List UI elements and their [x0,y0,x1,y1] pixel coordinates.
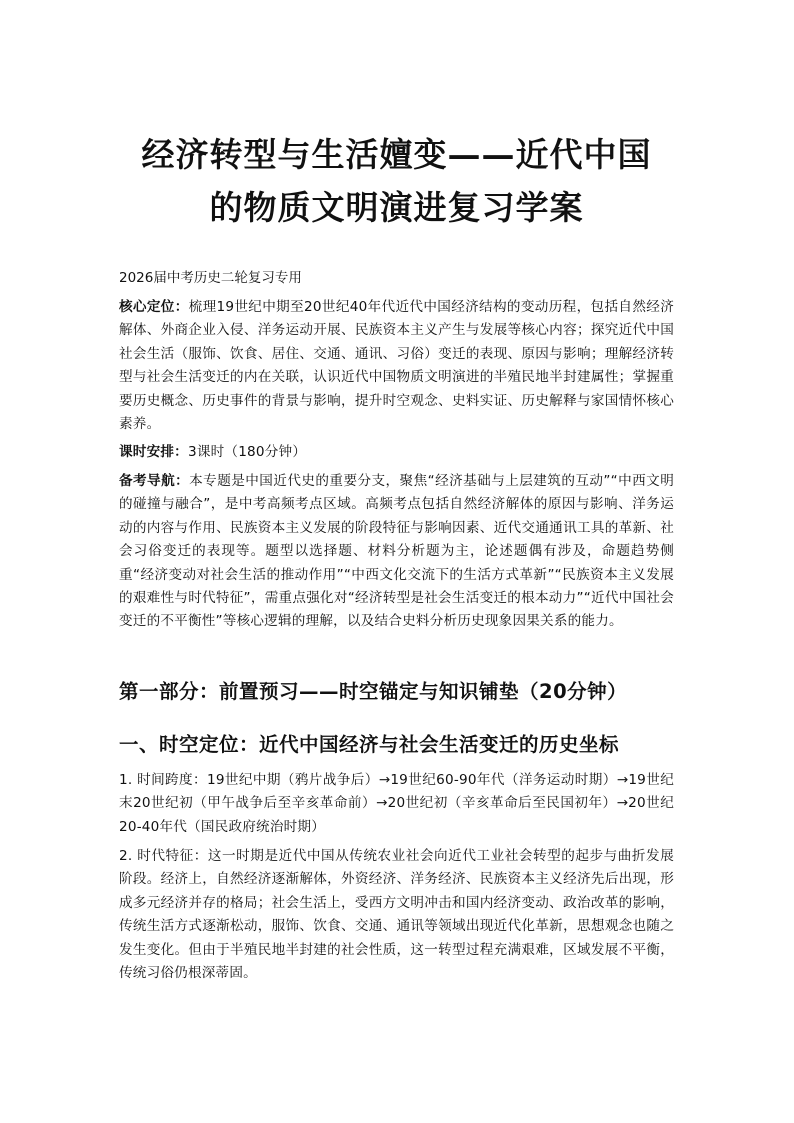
exam-guide-text: 本专题是中国近代史的重要分支，聚焦“经济基础与上层建筑的互动”“中西文明的碰撞与融合”，是中考高频考点区域。高频考点包括自然经济解体的原因与影响、洋务运动的内容与作用、民族资本主义发展的阶段特征与影响因素、近代交通通讯工具的革新、社会习俗变迁的表现等。题型以选择题、材料分析题为主，论述题偶有涉及，命题趋势侧重“经济变动对社会生活的推动作用”“中西文化交流下的生活方式革新”“民族资本主义发展的艰难性与时代特征”，需重点强化对“经济转型是社会生活变迁的根本动力”“近代中国社会变迁的不平衡性”等核心逻辑的理解，以及结合史料分析历史现象因果关系的能力。 [119,473,675,630]
exam-guide-paragraph [119,470,674,634]
schedule-text: 3课时（180分钟） [187,444,307,460]
schedule-label: 课时安排： [119,444,188,460]
time-span-item: 1. 时间跨度：19世纪中期（鸦片战争后）→19世纪60-90年代（洋务运动时期）→19世纪末20世纪初（甲午战争后至辛亥革命前）→20世纪初（辛亥革命后至民国初年）→20世纪20-40年代（国民政府统治时期） [119,772,674,835]
schedule-paragraph [119,441,674,464]
document-subtitle: 2026届中考历史二轮复习专用 [119,270,302,286]
core-positioning-paragraph [119,296,674,436]
document-title-line-1: 经济转型与生活嬗变——近代中国 [141,135,652,174]
core-positioning-label: 核心定位： [119,299,189,315]
section-one-heading: 一、时空定位：近代中国经济与社会生活变迁的历史坐标 [119,733,620,756]
exam-guide-label: 备考导航： [119,473,190,489]
document-title-line-2: 的物质文明演进复习学案 [209,188,584,227]
document-page [119,0,674,1123]
document-title [119,128,674,234]
part-one-heading: 第一部分：前置预习——时空锚定与知识铺垫（20分钟） [119,680,628,703]
core-positioning-text: 梳理19世纪中期至20世纪40年代近代中国经济结构的变动历程，包括自然经济解体、外商企业入侵、洋务运动开展、民族资本主义产生与发展等核心内容；探究近代中国社会生活（服饰、饮食、居住、交通、通讯、习俗）变迁的表现、原因与影响；理解经济转型与社会生活变迁的内在关联，认识近代中国物质文明演进的半殖民地半封建属性；掌握重要历史概念、历史事件的背景与影响，提升时空观念、史料实证、历史解释与家国情怀核心素养。 [119,299,674,433]
era-features-item: 2. 时代特征：这一时期是近代中国从传统农业社会向近代工业社会转型的起步与曲折发展阶段。经济上，自然经济逐渐解体，外资经济、洋务经济、民族资本主义经济先后出现，形成多元经济并存的格局；社会生活上，受西方文明冲击和国内经济变动、政治改革的影响，传统生活方式逐渐松动，服饰、饮食、交通、通讯等领域出现近代化革新，思想观念也随之发生变化。但由于半殖民地半封建的社会性质，这一转型过程充满艰难，区域发展不平衡，传统习俗仍根深蒂固。 [119,848,674,982]
